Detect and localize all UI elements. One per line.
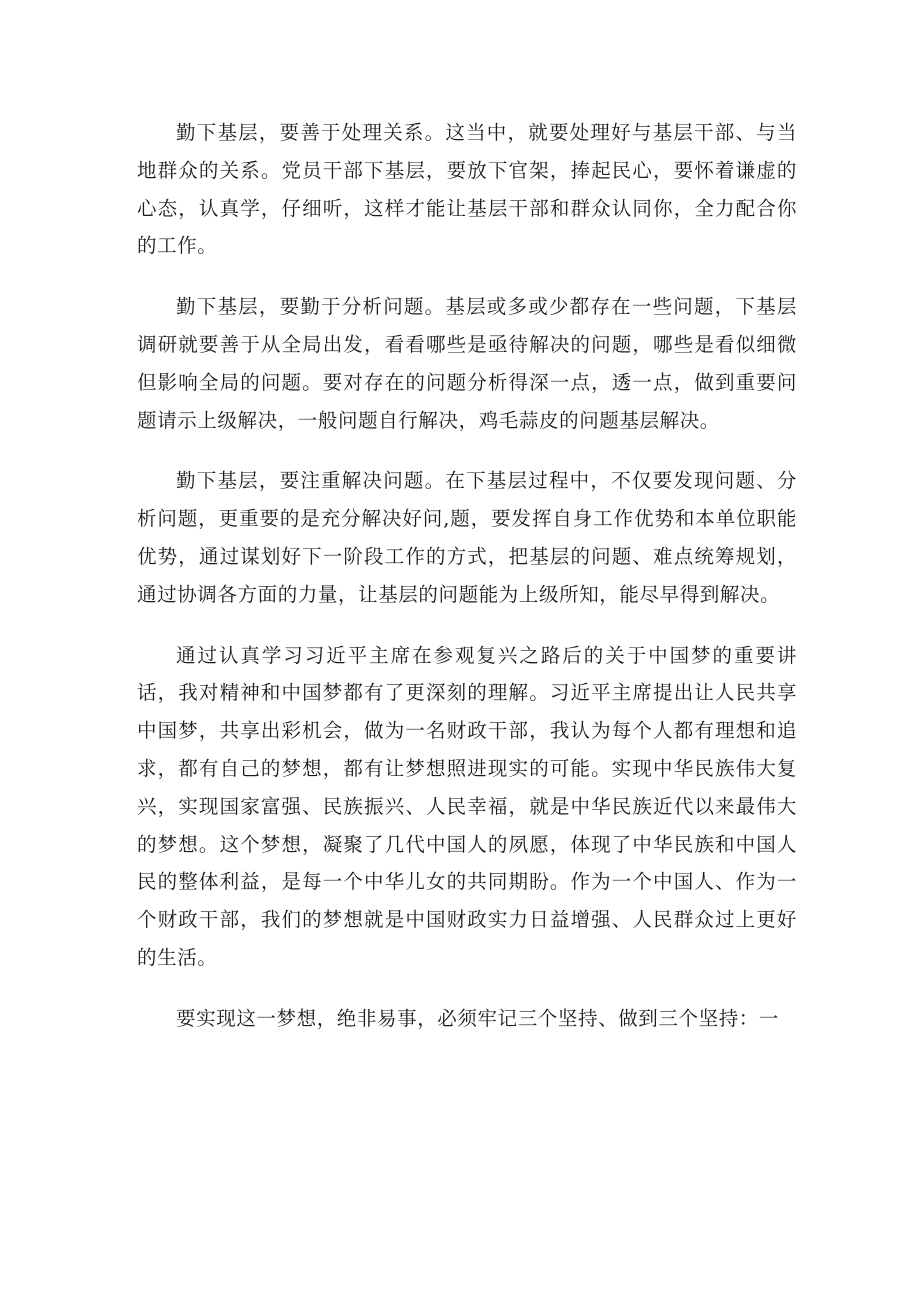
paragraph-1: 勤下基层，要善于处理关系。这当中，就要处理好与基层干部、与当地群众的关系。党员干部下基层，要放下官架，捧起民心，要怀着谦虚的心态，认真学，仔细听，这样才能让基层干部和群众认同你，全力配合你的工作。 (137, 121, 797, 258)
paragraph-4: 通过认真学习习近平主席在参观复兴之路后的关于中国梦的重要讲话，我对精神和中国梦都有了更深刻的理解。习近平主席提出让人民共享中国梦，共享出彩机会，做为一名财政干部，我认为每个人都有理想和追求，都有自己的梦想，都有让梦想照进现实的可能。实现中华民族伟大复兴，实现国家富强、民族振兴、人民幸福，就是中华民族近代以来最伟大的梦想。这个梦想，凝聚了几代中国人的夙愿，体现了中华民族和中国人民的整体利益，是每一个中华儿女的共同期盼。作为一个中国人、作为一个财政干部，我们的梦想就是中国财政实力日益增强、人民群众过上更好的生活。 (137, 643, 797, 969)
paragraph-3: 勤下基层，要注重解决问题。在下基层过程中，不仅要发现问题、分析问题，更重要的是充分解决好问,题，要发挥自身工作优势和本单位职能优势，通过谋划好下一阶段工作的方式，把基层的问题、难点统筹规划，通过协调各方面的力量，让基层的问题能为上级所知，能尽早得到解决。 (137, 469, 797, 606)
document-body (137, 114, 797, 1061)
paragraph-5: 要实现这一梦想，绝非易事，必须牢记三个坚持、做到三个坚持：一 (176, 1006, 780, 1030)
paragraph-2: 勤下基层，要勤于分析问题。基层或多或少都存在一些问题，下基层调研就要善于从全局出发，看看哪些是亟待解决的问题，哪些是看似细微但影响全局的问题。要对存在的问题分析得深一点，透一点，做到重要问题请示上级解决，一般问题自行解决，鸡毛蒜皮的问题基层解决。 (137, 295, 797, 432)
